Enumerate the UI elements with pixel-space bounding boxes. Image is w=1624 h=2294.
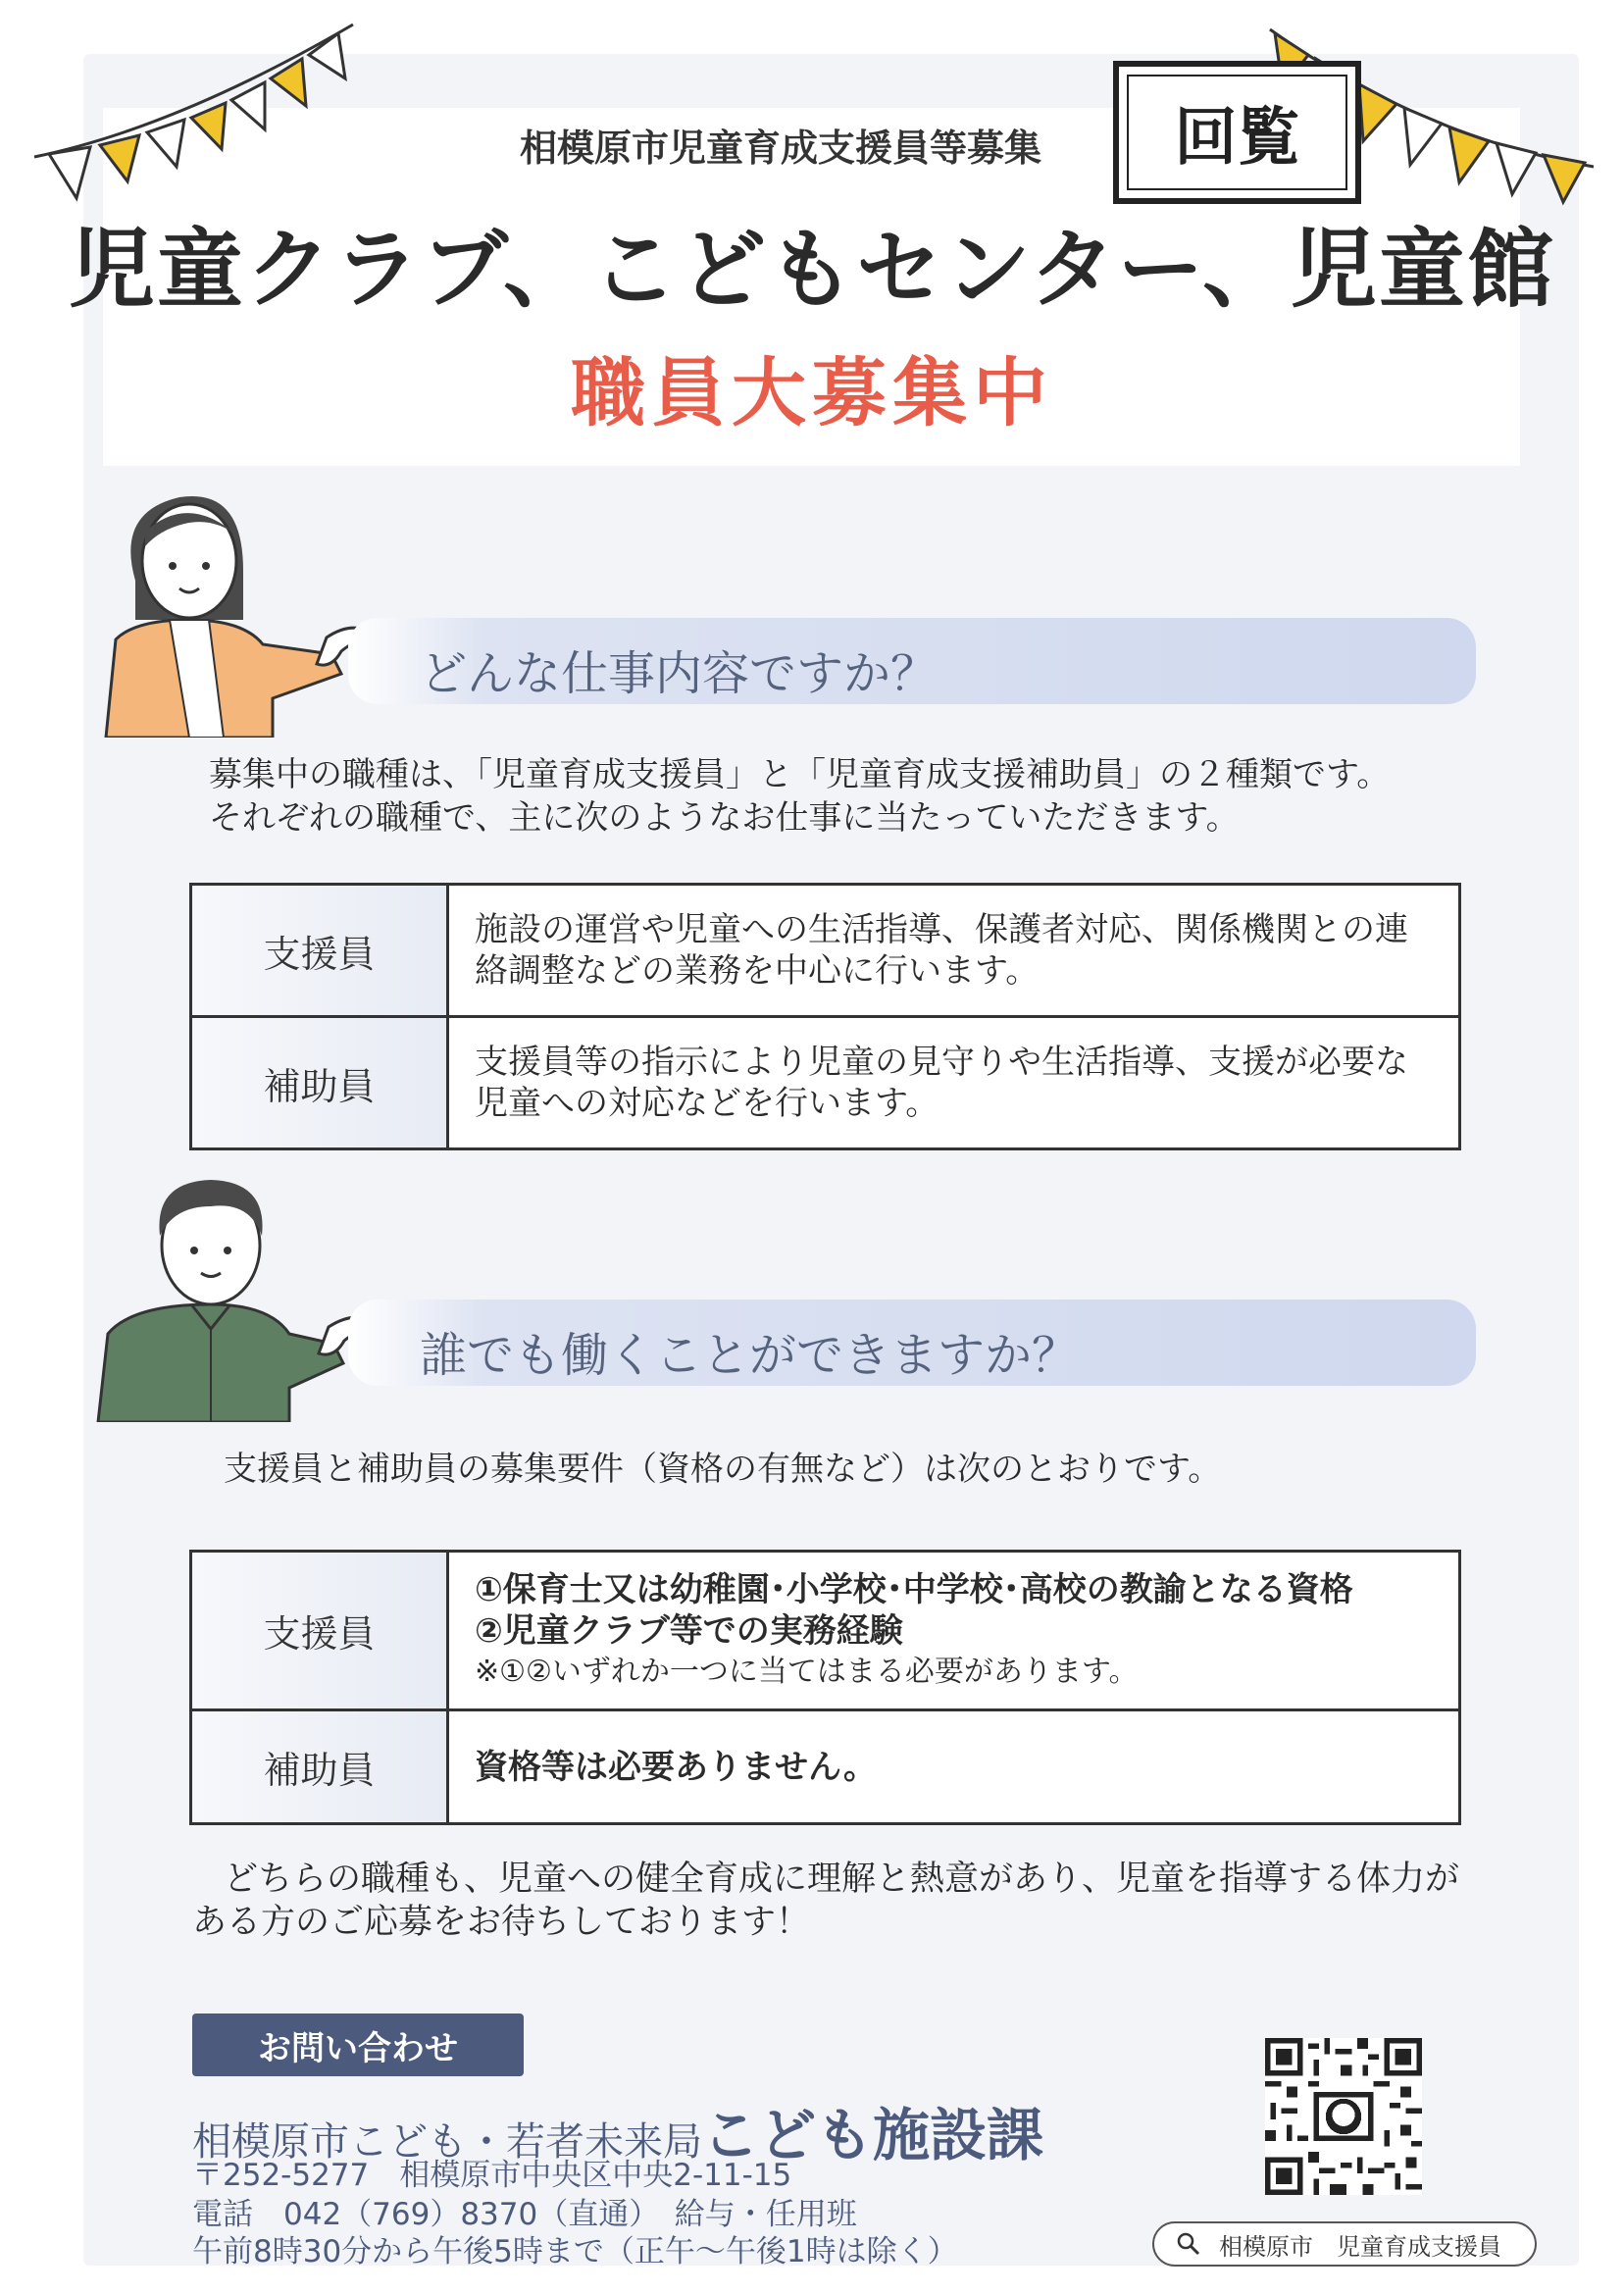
contact-badge: お問い合わせ: [192, 2014, 524, 2076]
department-prefix: 相模原市こども・若者未来局: [192, 2119, 702, 2165]
table-row: [191, 1017, 1460, 1149]
recruitment-subtitle: 相模原市児童育成支援員等募集: [520, 127, 1042, 170]
contact-phone: 電話 042（769）8370（直通） 給与・任用班: [192, 2197, 857, 2232]
contact-hours: 午前8時30分から午後5時まで（正午～午後1時は除く）: [192, 2234, 958, 2269]
role-cell: 支援員: [191, 1552, 448, 1710]
role-cell: 支援員: [191, 885, 448, 1017]
closing-line1: どちらの職種も、児童への健全育成に理解と熱意があり、児童を指導する体力が: [224, 1860, 1460, 1899]
recruit-headline: 職員大募集中: [571, 349, 1053, 436]
woman-pointing-icon: [96, 473, 390, 738]
table-row: [191, 1552, 1460, 1710]
bunting-left-icon: [29, 20, 363, 206]
department-name: こども施設課: [702, 2102, 1044, 2168]
role-cell: 補助員: [191, 1710, 448, 1824]
requirement-cell: [448, 1552, 1460, 1710]
duty-text: 絡調整などの業務を中心に行います。: [475, 951, 1040, 991]
duty-cell: [448, 885, 1460, 1017]
role-cell: 補助員: [191, 1017, 448, 1149]
closing-line2: ある方のご応募をお待ちしております！: [192, 1903, 811, 1942]
table-row: [191, 1710, 1460, 1824]
question-heading-2: 誰でも働くことができますか？: [420, 1328, 1080, 1383]
qr-code-icon[interactable]: [1265, 2038, 1422, 2195]
question-heading-1: どんな仕事内容ですか？: [420, 646, 939, 701]
search-icon: [1176, 2231, 1201, 2257]
duty-text: 児童への対応などを行います。: [475, 1084, 939, 1123]
man-pointing-icon: [93, 1162, 387, 1422]
requirement-text: ①保育士又は幼稚園･小学校･中学校･高校の教諭となる資格: [475, 1569, 1353, 1609]
requirement-text: 資格等は必要ありません。: [475, 1747, 878, 1787]
requirements-table: [189, 1550, 1461, 1825]
circulation-stamp: [1113, 61, 1361, 204]
search-hint-text: 相模原市 児童育成支援員: [1219, 2232, 1501, 2261]
requirement-note: ※①②いずれか一つに当てはまる必要があります。: [475, 1654, 1139, 1689]
duty-cell: [448, 1017, 1460, 1149]
contact-address: 〒252-5277 相模原市中央区中央2-11-15: [192, 2158, 792, 2193]
requirement-text: ②児童クラブ等での実務経験: [475, 1610, 903, 1651]
page-title: 児童クラブ、こどもセンター、児童館: [69, 219, 1555, 320]
search-hint-bar: [1152, 2221, 1537, 2267]
duty-text: 支援員等の指示により児童の見守りや生活指導、支援が必要な: [475, 1043, 1408, 1082]
duty-text: 施設の運営や児童への生活指導、保護者対応、関係機関との連: [475, 910, 1408, 949]
table-row: [191, 885, 1460, 1017]
section1-intro-line2: それぞれの職種で、主に次のようなお仕事に当たっていただきます。: [209, 798, 1240, 838]
section2-intro: 支援員と補助員の募集要件（資格の有無など）は次のとおりです。: [224, 1450, 1222, 1489]
stamp-label: 回覧: [1174, 102, 1300, 175]
section1-intro-line1: 募集中の職種は、「児童育成支援員」と「児童育成支援補助員」の２種類です。: [209, 755, 1391, 794]
job-duties-table: [189, 883, 1461, 1150]
requirement-cell: [448, 1710, 1460, 1824]
